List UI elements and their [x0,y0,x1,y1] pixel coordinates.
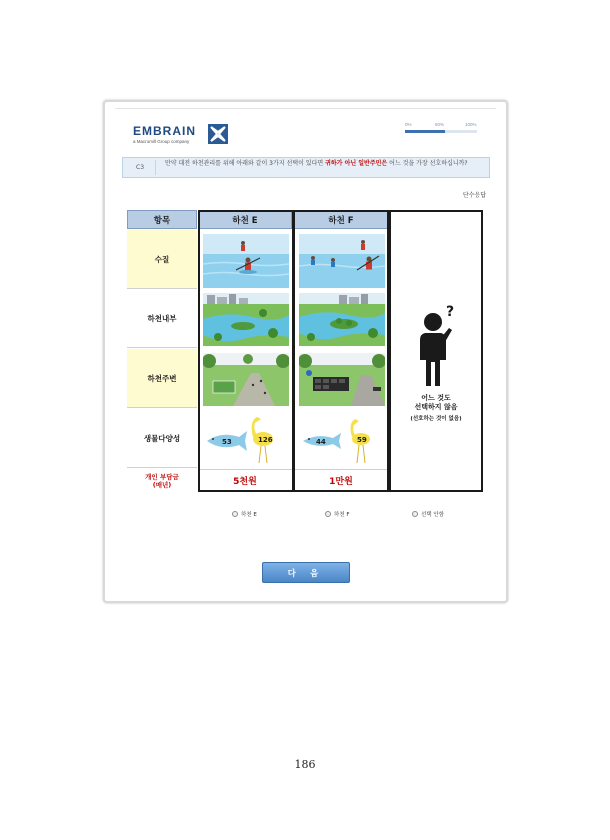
next-button[interactable]: 다 음 [262,562,350,583]
header-option-f: 하천 F [294,210,388,229]
choice-radios [105,510,510,520]
progress-label-start: 0% [405,122,412,127]
radio-circle[interactable] [232,511,238,517]
cost-row-sub: (매년) [152,480,172,489]
question-text-after: 어느 것을 가장 선호하십니까? [387,160,468,167]
radio-option-f[interactable] [325,510,350,518]
row-river-inside: 하천내부 [127,290,197,348]
radio-option-e[interactable] [232,510,257,518]
row-biodiversity: 생물다양성 [127,409,197,468]
radio-option-none[interactable] [412,510,444,518]
cost-option-e: 5천원 [198,469,292,491]
bird-count-e: 126 [258,436,273,444]
none-option-column [389,210,483,492]
logo-subtitle: a Macromill Group company [133,139,190,144]
header-item: 항목 [127,210,197,229]
response-type-label: 단수응답 [462,192,486,199]
none-option-sub: (선호하는 것이 없음) [410,416,462,422]
progress-fill [405,130,445,133]
progress-label-end: 100% [465,122,477,127]
radio-circle[interactable] [412,511,418,517]
none-option-line1: 어느 것도 [421,394,451,402]
svg-text:?: ? [446,304,455,320]
progress-label-mid: 50% [435,122,445,127]
cost-option-f: 1만원 [294,469,388,491]
row-river-surroundings: 하천주변 [127,349,197,408]
option-f-column [293,210,389,492]
row-personal-cost [127,469,197,492]
none-option-line2: 선택하지 않음 [414,403,458,411]
top-divider [115,108,496,109]
survey-window [103,100,508,603]
question-divider [155,160,156,175]
row-water-quality: 수질 [127,230,197,289]
fish-count-f: 44 [316,438,326,446]
radio-label: 하천 E [241,512,257,518]
logo-text: EMBRAIN [133,124,196,138]
fish-count-e: 53 [222,438,232,446]
cost-row-label: 개인 부담금 [145,472,179,481]
progress-indicator [405,122,477,133]
question-text-before: 만약 대전 하천관리를 위해 아래와 같이 3가지 선택이 있다면 [165,160,326,167]
thinking-person-icon [391,302,481,402]
question-code: C3 [136,164,145,171]
radio-label: 선택 안함 [421,512,445,518]
progress-track [405,130,477,133]
radio-label: 하천 F [334,512,350,518]
choice-table [127,210,482,492]
question-box [122,157,490,178]
none-option-label [391,394,481,412]
question-text [165,160,485,169]
bird-count-f: 59 [357,436,367,444]
embrain-logo [133,124,196,144]
option-e-column [198,210,294,492]
macromill-logo-icon [208,124,228,144]
question-highlight: 귀하가 아닌 일반주민은 [325,160,388,167]
radio-circle[interactable] [325,511,331,517]
header-option-e: 하천 E [198,210,292,229]
page-number: 186 [294,758,316,771]
